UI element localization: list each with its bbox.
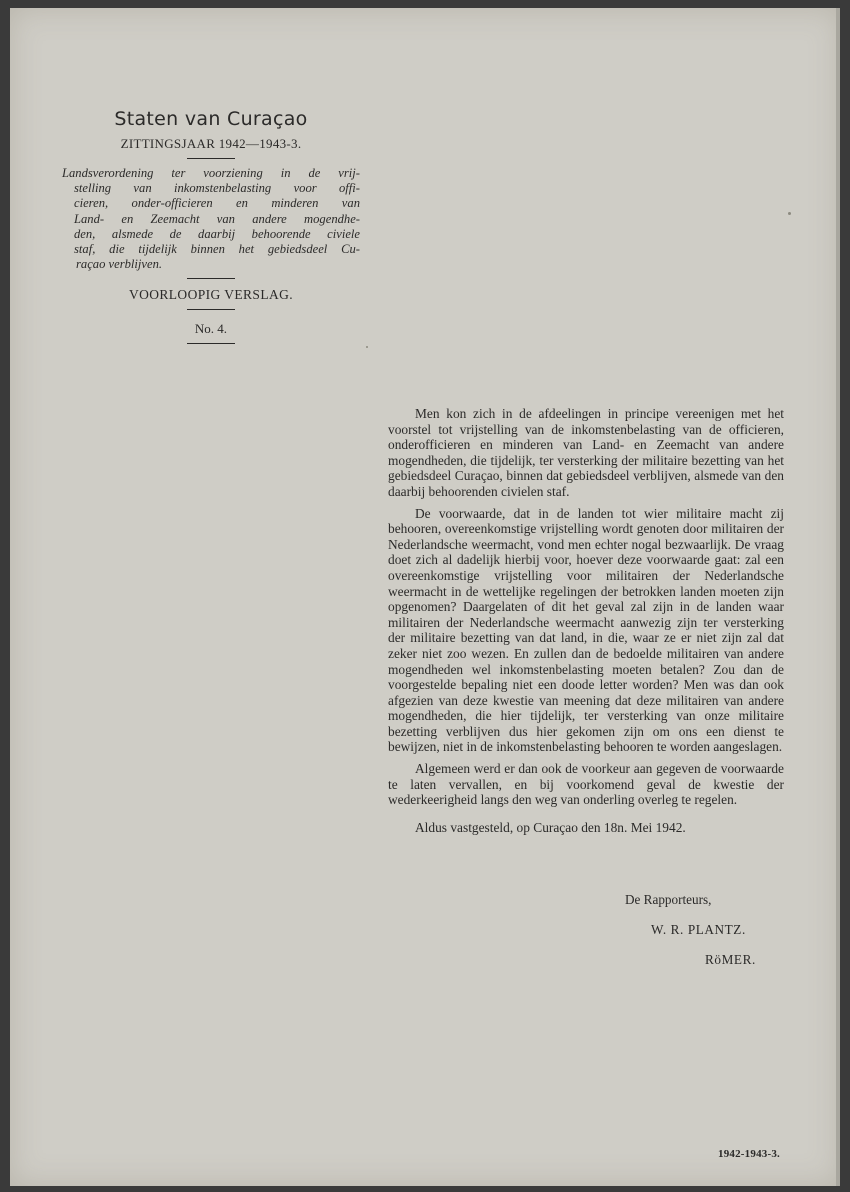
ordinance-line: den, alsmede de daarbij behoorende civiele <box>74 226 360 241</box>
page-edge <box>836 8 840 1186</box>
document-page <box>10 8 840 1186</box>
divider <box>187 158 235 159</box>
ordinance-line: Landsverordening ter voorziening in de vrij- <box>62 166 360 180</box>
divider <box>187 343 235 344</box>
report-type: VOORLOOPIG VERSLAG. <box>128 287 294 303</box>
ordinance-line: Land- en Zeemacht van andere mogendhe- <box>74 211 360 226</box>
body-paragraph: Algemeen werd er dan ook de voorkeur aan gegeven de voorwaarde te laten vervallen, en bij voorkomend geval de kwestie der wederkeerigheid langs den weg van onderling overleg te regelen. <box>388 761 784 808</box>
report-body <box>388 406 784 835</box>
paper-speck <box>788 212 791 215</box>
ordinance-line: cieren, onder-officieren en minderen van <box>74 196 360 211</box>
ordinance-line: stelling van inkomstenbelasting voor offi- <box>74 181 360 196</box>
session-year: ZITTINGSJAAR 1942—1943-3. <box>120 136 302 151</box>
rapporteurs-label: De Rapporteurs, <box>625 892 712 907</box>
divider <box>187 278 235 279</box>
divider <box>187 309 235 310</box>
document-title: Staten van Curaçao <box>114 108 308 130</box>
rapporteur-name: RöMER. <box>705 952 756 967</box>
ordinance-line: raçao verblijven. <box>76 257 163 272</box>
paper-speck <box>366 346 368 348</box>
footer-reference: 1942-1943-3. <box>718 1148 780 1160</box>
closing-statement: Aldus vastgesteld, op Curaçao den 18n. Mei 1942. <box>415 819 686 835</box>
body-paragraph: Men kon zich in de afdeelingen in principe vereenigen met het voorstel tot vrijstelling van de inkomstenbelasting van de officieren, onderofficieren en minderen van Land- en Zeemacht van andere mogendheden, die tijdelijk, ter versterking der militaire bezetting van het gebiedsdeel Curaçao, binnen dat gebiedsdeel verblijven, alsmede van den daarbij behoorenden civielen staf. <box>388 406 784 499</box>
document-header <box>60 108 362 344</box>
ordinance-line: staf, die tijdelijk binnen het gebiedsdeel Cu- <box>74 242 360 257</box>
rapporteur-name: W. R. PLANTZ. <box>651 922 746 937</box>
ordinance-description <box>60 166 362 272</box>
report-number: No. 4. <box>194 321 228 337</box>
body-paragraph: De voorwaarde, dat in de landen tot wier militaire macht zij behooren, overeenkomstige vrijstelling wordt genoten door militairen der Nederlandsche weermacht, vond men echter nogal bezwaarlijk. De vraag doet zich al dadelijk hierbij voor, hoever deze voorwaarde gaat: zal een overeenkomstige vrijstelling voor militairen der Nederlandsche weermacht in de wettelijke regelingen der betrokken landen moeten zijn opgenomen? Daargelaten of dit het geval zal zijn in de landen waar militairen der Nederlandsche weermacht aanwezig zijn ter versterking der militaire bezetting van dat land, in die, waar ze er niet zijn zal dat zeker niet zoo wezen. En zullen dan de bedoelde militairen van andere mogendheden wel inkomstenbelasting moeten betalen? Zou dan de voorgestelde bepaling niet een doode letter worden? Men was dan ook afgezien van deze kwestie van meening dat deze militairen van andere mogendheden, die hier tijdelijk, ter versterking van onze militaire bezetting verblijven dus hier gekomen zijn om ons een dienst te bewijzen, niet in de inkomstenbelasting behooren te worden aangeslagen. <box>388 505 784 755</box>
